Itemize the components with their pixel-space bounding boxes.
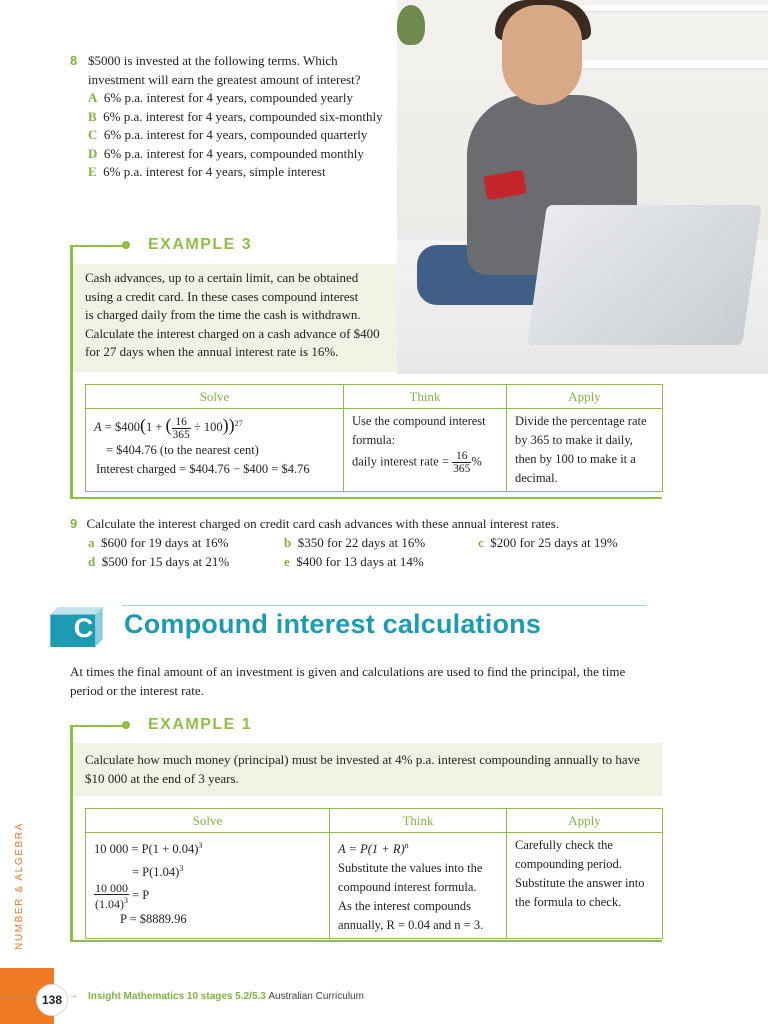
example-3-dot: [122, 241, 130, 249]
think-cell: [344, 409, 507, 492]
example-3-bottom-rule: [70, 497, 662, 499]
problem-line: is charged daily from the time the cash is withdrawn.: [85, 307, 361, 322]
solve-fraction-line: $\frac{10 000}{(1.04)^3}$ = P: [95, 881, 150, 912]
option-c: C 6% p.a. interest for 4 years, compounded quarterly: [88, 127, 368, 142]
side-label-text: NUMBER & ALGEBRA: [14, 822, 25, 950]
page-number: 138: [36, 984, 68, 1016]
problem-line: for 27 days when the annual interest rate is 16%.: [85, 344, 339, 359]
fraction: $\frac{16}{365}$: [172, 415, 190, 441]
footer-text: [88, 991, 364, 1002]
solve-line: 10 $000 = P(1 + 0.04)^3$: [94, 841, 203, 857]
part-b: b $350 for 22 days at 16%: [284, 535, 426, 550]
problem-line: Calculate the interest charged on a cash advance of $400: [85, 325, 380, 341]
intro-line: At times the final amount of an investment is given and calculations are used to find the principal, the time: [70, 664, 626, 679]
formula-part: 1 +: [145, 420, 163, 435]
example-1-bottom-rule: [70, 940, 662, 942]
example-3-rule: [70, 245, 126, 247]
solve-line: = $404.76 (to the nearest cent): [106, 442, 259, 457]
apply-cell: [507, 409, 663, 492]
section-intro: [70, 663, 690, 700]
example-1-rule: [70, 725, 126, 727]
solve-line: = $P(1.04)^3$: [132, 864, 184, 880]
footer-arrow-icon: →: [68, 990, 78, 1001]
think-header: Think: [330, 809, 507, 833]
side-label: [14, 820, 32, 955]
problem-line: Calculate how much money (principal) must be invested at 4% p.a. interest compounding annually to have: [85, 752, 640, 767]
solve-cell: [86, 833, 330, 939]
apply-header: Apply: [507, 385, 663, 409]
question-8: [70, 52, 400, 182]
question-number: 9: [70, 516, 78, 531]
apply-line: Divide the percentage rate: [515, 414, 647, 428]
think-header: Think: [344, 385, 507, 409]
example-3-table: [85, 384, 663, 492]
book-title: Insight Mathematics 10 stages 5.2/5.3: [88, 991, 266, 1002]
example-3-title: EXAMPLE 3: [148, 236, 253, 253]
question-stem: investment will earn the greatest amount of interest?: [88, 71, 361, 87]
intro-line: period or the interest rate.: [70, 682, 204, 698]
option-a: A 6% p.a. interest for 4 years, compounded yearly: [88, 90, 353, 105]
part-d: d $500 for 15 days at 21%: [88, 554, 230, 569]
question-stem: Calculate the interest charged on credit card cash advances with these annual interest rates.: [86, 516, 560, 531]
apply-cell: [507, 833, 663, 939]
question-number: 8: [70, 53, 78, 68]
section-letter: C: [73, 613, 94, 643]
photo-student-with-laptop: [397, 0, 768, 374]
problem-line: using a credit card. In these cases compound interest: [85, 288, 359, 304]
section-rule: [122, 605, 647, 606]
option-e: E 6% p.a. interest for 4 years, simple interest: [88, 164, 326, 179]
apply-line: the formula to check.: [515, 895, 622, 909]
footer-dotted-rule: [0, 997, 36, 998]
think-line: Substitute the values into the: [338, 861, 483, 876]
problem-line: $10 000 at the end of 3 years.: [85, 770, 239, 786]
think-line: daily interest rate = $\frac{16}{365}$ %: [352, 450, 482, 475]
think-line: Use the compound interest: [352, 414, 486, 428]
solve-line: P = $8889.96: [120, 912, 187, 927]
problem-line: Cash advances, up to a certain limit, can be obtained: [85, 270, 359, 285]
think-line: annually, R = 0.04 and n = 3.: [338, 918, 484, 933]
example-1-dot: [122, 721, 130, 729]
apply-line: Substitute the answer into: [515, 876, 645, 890]
solve-header: Solve: [86, 385, 344, 409]
example-1-table: [85, 808, 663, 939]
section-title: Compound interest calculations: [124, 609, 542, 639]
question-stem: $5000 is invested at the following terms. Which: [88, 53, 338, 68]
think-line: formula:: [352, 433, 396, 447]
think-line: $A = P(1 + R)^n$: [338, 841, 409, 857]
part-e: e $400 for 13 days at 14%: [284, 554, 424, 569]
curriculum-label: Australian Curriculum: [268, 991, 364, 1002]
think-line: As the interest compounds: [338, 899, 471, 914]
option-d: D 6% p.a. interest for 4 years, compounded monthly: [88, 145, 364, 161]
part-c: c $200 for 25 days at 19%: [478, 535, 618, 550]
apply-line: Carefully check the: [515, 838, 613, 852]
part-a: a $600 for 19 days at 16%: [88, 535, 229, 550]
example-1-title: EXAMPLE 1: [148, 716, 253, 733]
think-cell: [330, 833, 507, 939]
example-1-problem: [73, 743, 662, 796]
option-b: B 6% p.a. interest for 4 years, compounded six-monthly: [88, 108, 383, 124]
apply-line: then by 100 to make it a: [515, 452, 636, 466]
apply-header: Apply: [507, 809, 663, 833]
exponent: 27: [234, 419, 243, 428]
apply-line: by 365 to make it daily,: [515, 433, 633, 447]
solve-header: Solve: [86, 809, 330, 833]
think-line: compound interest formula.: [338, 880, 477, 895]
solve-cell: A = $400(1 + ( $\frac{16}{365}$ ÷ 100))$^{27}$ = $404.76 (to the nearest cent) Interest charged = $404.76 − $400 = $4.76: [86, 409, 344, 492]
question-9: [70, 515, 690, 534]
apply-line: decimal.: [515, 471, 558, 485]
formula-part: ÷ 100: [193, 420, 223, 435]
example-3-problem: [73, 264, 397, 372]
solve-line: Interest charged = $404.76 − $400 = $4.76: [96, 461, 310, 476]
apply-line: compounding period.: [515, 857, 622, 871]
